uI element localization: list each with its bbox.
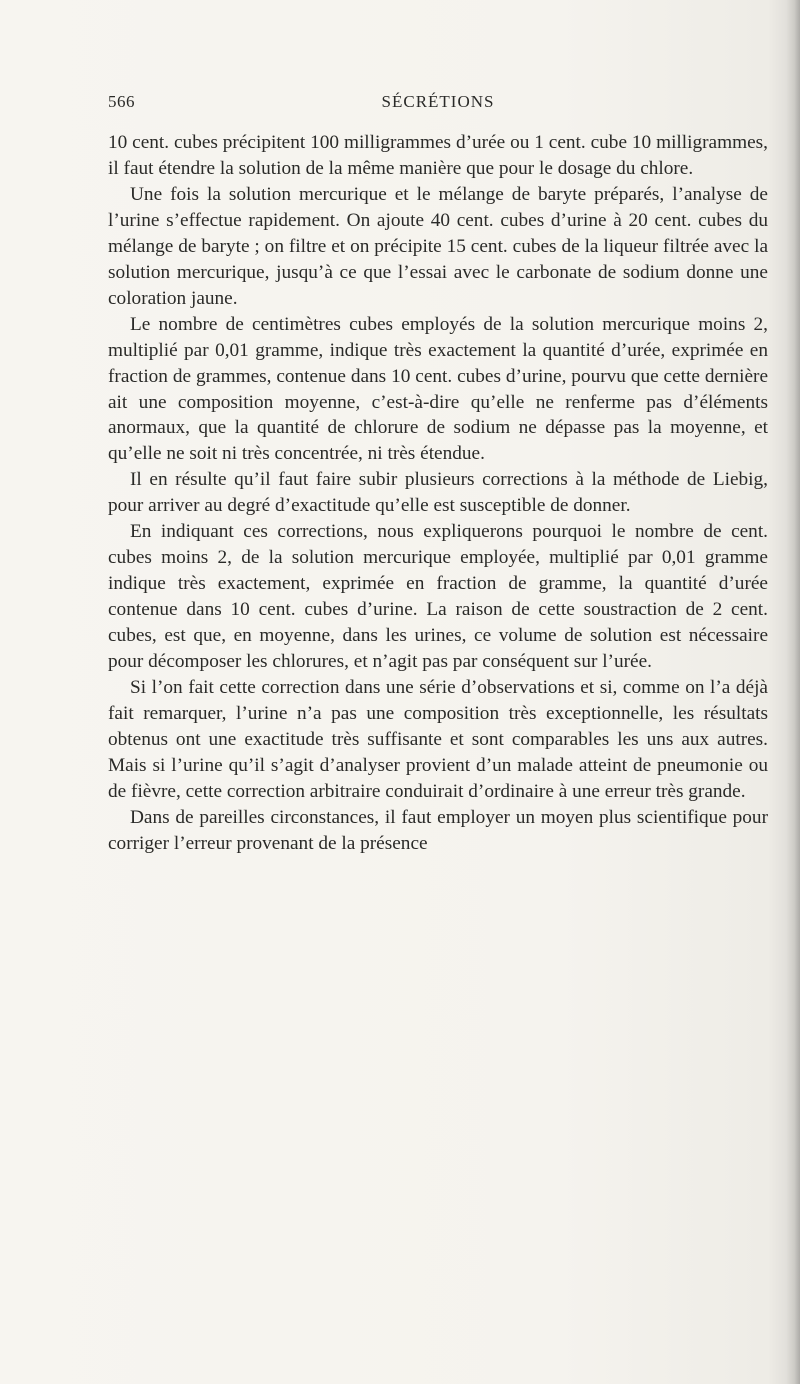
body-text	[108, 130, 768, 857]
page-number: 566	[108, 92, 135, 111]
paragraph-2: Une fois la solution mercurique et le mélange de baryte préparés, l’analyse de l’urine s’effectue rapidement. On ajoute 40 cent. cubes d’urine à 20 cent. cubes du mélange de baryte ; on filtre et on précipite 15 cent. cubes de la liqueur filtrée avec la solution mercurique, jusqu’à ce que l’essai avec le carbonate de sodium donne une coloration jaune.	[108, 183, 768, 309]
paragraph-7: Dans de pareilles circonstances, il faut employer un moyen plus scientifique pour corriger l’erreur provenant de la présence	[108, 806, 768, 854]
paragraph-6: Si l’on fait cette correction dans une série d’observations et si, comme on l’a déjà fait remarquer, l’urine n’a pas une composition très exceptionnelle, les résultats obtenus ont une exactitude très suffisante et sont comparables les uns aux autres. Mais si l’urine qu’il s’agit d’analyser provient d’un malade atteint de pneumonie ou de fièvre, cette correction arbitraire conduirait d’ordinaire à une erreur très grande.	[108, 677, 768, 802]
paragraph-5: En indiquant ces corrections, nous expliquerons pourquoi le nombre de cent. cubes moins 2, de la solution mercurique employée, multiplié par 0,01 gramme indique très exactement, exprimée en fraction de gramme, la quantité d’urée contenue dans 10 cent. cubes d’urine. La raison de cette soustraction de 2 cent. cubes, est que, en moyenne, dans les urines, ce volume de solution est nécessaire pour décomposer les chlorures, et n’agit pas par conséquent sur l’urée.	[108, 521, 768, 673]
paragraph-1: 10 cent. cubes précipitent 100 milligrammes d’urée ou 1 cent. cube 10 milligrammes, il faut étendre la solution de la même manière que pour le dosage du chlore.	[108, 132, 768, 179]
paragraph-3: Le nombre de centimètres cubes employés de la solution mercurique moins 2, multiplié par 0,01 gramme, indique très exactement la quantité d’urée, exprimée en fraction de grammes, contenue dans 10 cent. cubes d’urine, pourvu que cette dernière ait une composition moyenne, c’est-à-dire qu’elle ne renferme pas d’éléments anormaux, que la quantité de chlorure de sodium ne dépasse pas la moyenne, et qu’elle ne soit ni très concentrée, ni très étendue.	[108, 313, 768, 465]
running-title: SÉCRÉTIONS	[381, 92, 495, 111]
paragraph-4: Il en résulte qu’il faut faire subir plusieurs corrections à la méthode de Liebig, pour arriver au degré d’exactitude qu’elle est susceptible de donner.	[108, 469, 768, 517]
page-header	[108, 92, 768, 118]
page-edge-shadow	[786, 0, 800, 1384]
